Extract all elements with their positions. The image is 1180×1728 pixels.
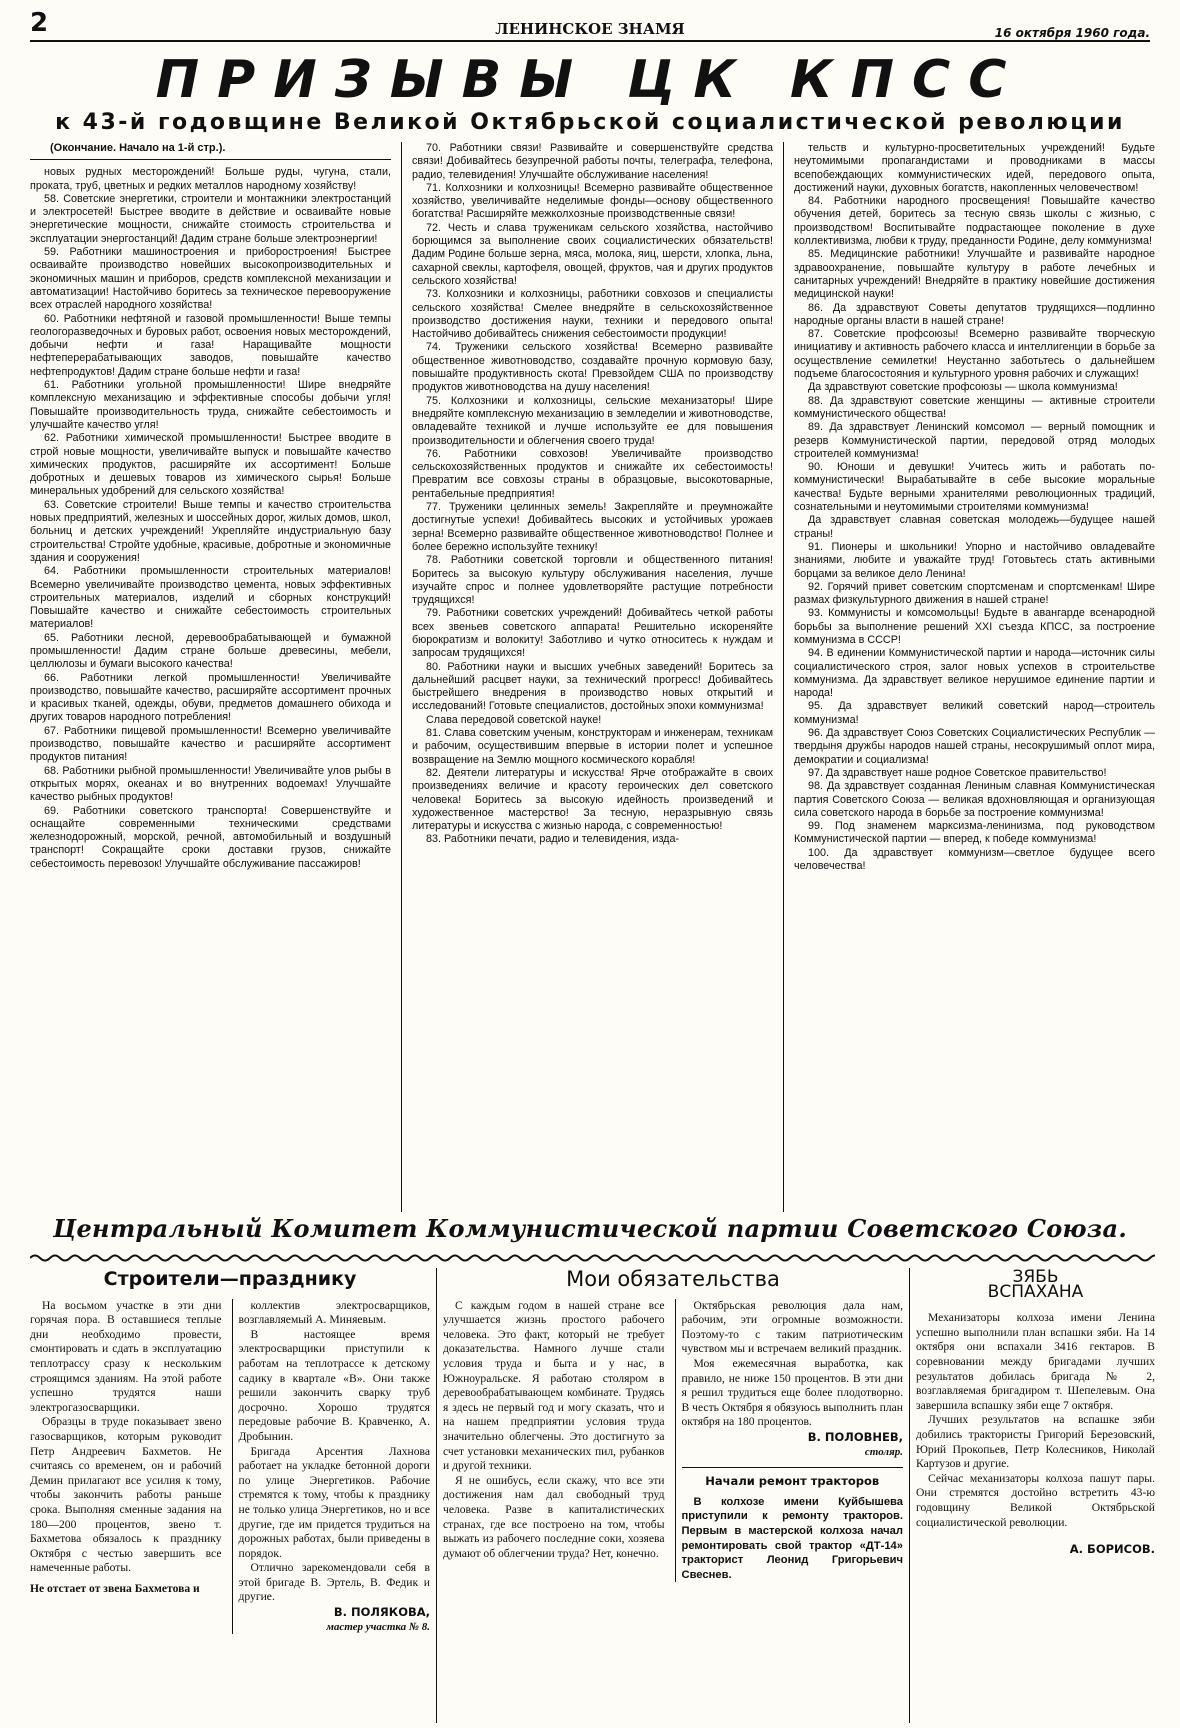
paragraph: 80. Работники науки и высших учебных заведений! Боритесь за дальнейший расцвет науки, за технический прогресс! Добивайтесь быстрейшего внедрения в производство новых открытий и исследований! Готовьте специалистов, достойных эпохи коммунизма! xyxy=(412,660,773,713)
paragraph: На восьмом участке в эти дни горячая пора. В оставшиеся теплые дни необходимо провести, смонтировать и сдать в эксплуатацию теплотрассу сразу к нескольким строящимся зданиям. На этой работе успешно трудятся наши электрогазосварщики. xyxy=(30,1298,222,1414)
news-heading: Начали ремонт тракторов xyxy=(705,1474,880,1489)
paragraph: 89. Да здравствует Ленинский комсомол — верный помощник и резерв Коммунистической партии, передовой отряд молодых строителей коммунизма! xyxy=(794,421,1155,460)
paragraph: Да здравствуют советские профсоюзы — школа коммунизма! xyxy=(808,381,1118,394)
paragraph: 88. Да здравствуют советские женщины — активные строители коммунистического общества! xyxy=(794,394,1155,420)
paragraph: 74. Труженики сельского хозяйства! Всемерно развивайте общественное животноводство, создавайте прочную кормовую базу, повышайте продуктивность скота! Превзойдем США по производству продуктов животноводства на душу населения! xyxy=(412,341,773,394)
paragraph: 79. Работники советских учреждений! Добивайтесь четкой работы всех звеньев советского аппарата! Решительно искореняйте бюрократизм и волокиту! Заботливо и чутко относитесь к нуждам и запросам трудящихся! xyxy=(412,607,773,660)
paragraph: тельств и культурно-просветительных учреждений! Будьте неутомимыми пропагандистами и проводниками в массы всепобеждающих коммунистических идей, передового опыта, достижений науки, духовных богатств, накопленных человечеством! xyxy=(794,142,1155,194)
article-builders-col-1 xyxy=(30,1299,222,1635)
article-builders xyxy=(30,1268,430,1723)
paragraph: 84. Работники народного просвещения! Повышайте качество обучения детей, боритесь за тесную связь школы с жизнью, с производством! Воспитывайте подрастающее поколение в духе коллективизма, любви к труду, преданности Родине, делу коммунизма! xyxy=(794,195,1155,248)
bottom-articles xyxy=(30,1268,1155,1723)
column-divider xyxy=(783,142,784,1212)
paragraph: Слава передовой советской науке! xyxy=(426,713,602,726)
paragraph: В настоящее время электросварщики приступили к работам на теплотрассе к детскому садику в квартале «В». Они также решили закончить сварку труб досрочно. Хорошо трудятся передовые рабочие В. Кравченко, А. Дробынин. xyxy=(238,1327,430,1443)
paragraph: Бригада Арсентия Лахнова работает на укладке бетонной дороги по улице Энергетиков. Рабочие стремятся к тому, чтобы к празднику не только улица Энергетиков, но и все другие, где им придется трудиться на дорожных работах, были приведены в порядок. xyxy=(238,1444,430,1560)
paragraph: 66. Работники легкой промышленности! Увеличивайте производство, повышайте качество, расширяйте ассортимент прочных и красивых тканей, одежды, обуви, предметов домашнего обихода и других товаров народного потребления! xyxy=(30,671,391,724)
article-autumn-plowing xyxy=(916,1268,1155,1723)
paragraph: 68. Работники рыбной промышленности! Увеличивайте улов рыбы в открытых морях, океанах и во внутренних водоемах! Улучшайте качество рыбных продуктов! xyxy=(30,764,391,804)
paragraph: 93. Коммунисты и комсомольцы! Будьте в авангарде всенародной борьбы за выполнение решений XXI съезда КПСС, за построение коммунизма в СССР! xyxy=(794,607,1155,646)
paragraph: 97. Да здравствует наше родное Советское правительство! xyxy=(808,766,1107,779)
article-builders-col-2 xyxy=(232,1299,431,1635)
appeals-section xyxy=(30,142,1155,1212)
article-obligations-col-2 xyxy=(675,1299,904,1583)
paragraph: 67. Работники пищевой промышленности! Всемерно увеличивайте производство, повышайте качество и расширяйте ассортимент продуктов питания! xyxy=(30,724,391,764)
paragraph: 94. В единении Коммунистической партии и народа—источник силы социалистического строя, залог новых успехов в строительстве коммунизма. Да здравствует великое нерушимое единение партии и народа! xyxy=(794,647,1155,700)
wavy-divider xyxy=(30,1252,1155,1264)
paragraph: 96. Да здравствует Союз Советских Социалистических Республик — твердыня дружбы народов нашей страны, несокрушимый оплот мира, демократии и социализма! xyxy=(794,727,1155,766)
column-divider xyxy=(401,142,402,1212)
paragraph: Сейчас механизаторы колхоза пашут пары. Они стремятся достойно встретить 43-ю годовщину Великой Октябрьской социалистической революции. xyxy=(916,1471,1155,1529)
paragraph: 60. Работники нефтяной и газовой промышленности! Выше темпы геологоразведочных и буровых работ, освоения новых месторождений, добычи нефти и газа! Наращивайте мощности нефтеперерабатывающих заводов, повышайте качество нефтепродуктов! Дадим стране больше нефти и газа! xyxy=(30,312,391,378)
paragraph: коллектив электросварщиков, возглавляемый А. Миняевым. xyxy=(238,1298,430,1327)
paragraph: 75. Колхозники и колхозницы, сельские механизаторы! Шире внедряйте комплексную механизацию в земледелии и животноводстве, овладевайте техникой и лучше используйте ее для повышения производительности и облегчения своего труда! xyxy=(412,394,773,447)
masthead: ЛЕНИНСКОЕ ЗНАМЯ xyxy=(495,20,685,38)
article-heading: Мои обязательства xyxy=(566,1268,780,1291)
paragraph: 87. Советские профсоюзы! Всемерно развивайте творческую инициативу и активность рабочего класса и интеллигенции в борьбе за осуществление семилетки! Неустанно заботьтесь о дальнейшем подъеме благосостояния и культурного уровня рабочих и служащих! xyxy=(794,328,1155,381)
paragraph: 63. Советские строители! Выше темпы и качество строительства новых предприятий, железных и шоссейных дорог, жилых домов, школ, больниц и детских учреждений! Укрепляйте индустриальную базу строительства! Стройте удобные, красивые, добротные и экономичные здания и сооружения! xyxy=(30,498,391,564)
paragraph: 90. Юноши и девушки! Учитесь жить и работать по-коммунистически! Вырабатывайте в себе высокие моральные качества! Будьте верными хранителями революционных традиций, сознательными и неутомимыми строителями коммунизма! xyxy=(794,461,1155,514)
paragraph: Механизаторы колхоза имени Ленина успешно выполнили план вспашки зяби. На 14 октября они вспахали 3416 гектаров. В соревновании между бригадами лучших результатов добилась бригада № 2, возглавляемая бригадиром т. Шепелевым. Она завершила вспашку зяби еще 7 октября. xyxy=(916,1311,1155,1412)
paragraph: 95. Да здравствует великий советский народ—строитель коммунизма! xyxy=(794,700,1155,726)
paragraph: Я не ошибусь, если скажу, что все эти достижения нам дал свободный труд человека. Разве в капиталистических странах, где все построено на том, чтобы выжать из рабочего последние соки, хозяева думают об облегчении труда? Нет, конечно. xyxy=(443,1473,665,1560)
article-divider xyxy=(909,1268,910,1723)
paragraph: 71. Колхозники и колхозницы! Всемерно развивайте общественное хозяйство, увеличивайте неделимые фонды—основу общественного богатства! Расширяйте межколхозные производственные связи! xyxy=(412,181,773,221)
paragraph: 73. Колхозники и колхозницы, работники совхозов и специалисты сельского хозяйства! Смелее внедряйте в сельскохозяйственное производство достижения науки, техники и передового опыта! Настойчиво добивайтесь снижения себестоимости продукции! xyxy=(412,288,773,341)
paragraph: 77. Труженики целинных земель! Закрепляйте и преумножайте достигнутые успехи! Добивайтесь высоких и устойчивых урожаев зерна! Всемерно развивайте общественное животноводство! Полнее и более бережно используйте технику! xyxy=(412,501,773,553)
paragraph: новых рудных месторождений! Больше руды, чугуна, стали, проката, труб, цветных и редких металлов народному хозяйству! xyxy=(30,166,391,192)
page-number: 2 xyxy=(30,8,49,38)
cc-signature: Центральный Комитет Коммунистической партии Советского Союза. xyxy=(52,1214,1127,1243)
paragraph: 59. Работники машиностроения и приборостроения! Быстрее осваивайте производство новейших высокопроизводительных и экономичных машин и приборов, средств комплексной механизации и автоматизации! Настойчиво боритесь за техническое перевооружение всех отраслей народного хозяйства! xyxy=(30,246,391,312)
paragraph: Да здравствует славная советская молодежь—будущее нашей страны! xyxy=(794,514,1155,540)
author-signature: В. ПОЛЯКОВА, xyxy=(333,1605,430,1620)
paragraph: 83. Работники печати, радио и телевидения, изда- xyxy=(426,833,680,846)
paragraph: Октябрьская революция дала нам, рабочим, эти огромные возможности. Поэтому-то с таким патриотическим чувством мы и встречаем великий праздник. xyxy=(681,1298,903,1356)
page-subtitle: к 43-й годовщине Великой Октябрьской социалистической революции xyxy=(55,110,1125,135)
paragraph: 70. Работники связи! Развивайте и совершенствуйте средства связи! Добивайтесь безупречной работы почты, телеграфа, телефона, радио, телевидения! Улучшайте обслуживание населения! xyxy=(412,142,773,181)
paragraph: 91. Пионеры и школьники! Упорно и настойчиво овладевайте знаниями, любите и уважайте труд! Готовьтесь стать активными борцами за великое дело Ленина! xyxy=(794,540,1155,580)
paragraph: Моя ежемесячная выработка, как правило, не ниже 150 процентов. В эти дни я решил трудиться еще более плодотворно. В честь Октября я обязуюсь выполнить план октября на 180 процентов. xyxy=(681,1356,903,1429)
article-heading: ВСПАХАНА xyxy=(987,1281,1084,1302)
paragraph: 62. Работники химической промышленности! Быстрее вводите в строй новые мощности, увеличивайте выпуск и повышайте качество химических продуктов, расширяйте их ассортимент! Больше добротных и дешевых товаров из химического сырья! Больше минеральных удобрений для сельского хозяйства! xyxy=(30,432,391,498)
paragraph: 69. Работники советского транспорта! Совершенствуйте и оснащайте современными техническими средствами железнодорожный, морской, речной, автомобильный и воздушный транспорт! Сокращайте сроки доставки грузов, снижайте себестоимость перевозок! Улучшайте обслуживание пассажиров! xyxy=(30,804,391,870)
author-title: столяр. xyxy=(864,1445,903,1458)
paragraph: 65. Работники лесной, деревообрабатывающей и бумажной промышленности! Дадим стране больше древесины, мебели, целлюлозы и бумаги высокого качества! xyxy=(30,631,391,671)
continuation-note: (Окончание. Начало на 1-й стр.). xyxy=(30,142,391,160)
article-obligations xyxy=(443,1268,903,1723)
article-obligations-col-1 xyxy=(443,1299,665,1583)
author-signature: В. ПОЛОВНЕВ, xyxy=(807,1429,903,1444)
appeals-column-2 xyxy=(412,142,773,1212)
paragraph: 92. Горячий привет советским спортсменам и спортсменкам! Шире размах физкультурного движения в нашей стране! xyxy=(794,580,1155,607)
paragraph: 76. Работники совхозов! Увеличивайте производство сельскохозяйственных продуктов и снижайте их себестоимость! Превратим все совхозы страны в образцовые, высокотоварные, рентабельные предприятия! xyxy=(412,447,773,500)
article-divider xyxy=(436,1268,437,1723)
page-header xyxy=(30,10,1150,42)
article-tail: Не отстает от звена Бахметова и xyxy=(30,1581,200,1595)
article-heading: Строители—празднику xyxy=(103,1268,357,1290)
paragraph: 81. Слава советским ученым, конструкторам и инженерам, техникам и рабочим, осуществившим впервые в истории полет и успешное возвращение на Землю мощного космического корабля! xyxy=(412,727,773,766)
paragraph: 99. Под знаменем марксизма-ленинизма, под руководством Коммунистической партии — вперед, к победе коммунизма! xyxy=(794,820,1155,846)
paragraph: 82. Деятели литературы и искусства! Ярче отображайте в своих произведениях величие и красоту героических дел советского человека! Боритесь за высокую идейность произведений и художественное мастерство! За тесную, неразрывную связь литературы и искусства с жизнью народа, с современностью! xyxy=(412,766,773,833)
paragraph: 78. Работники советской торговли и общественного питания! Боритесь за высокую культуру обслуживания населения, лучше изучайте спрос и полнее удовлетворяйте растущие потребности трудящихся! xyxy=(412,554,773,607)
news-text: В колхозе имени Куйбышева приступили к ремонту тракторов. Первым в мастерской колхоза начал ремонтировать свой трактор «ДТ-14» тракторист Леонид Григорьевич Свеснев. xyxy=(681,1495,903,1581)
paragraph: С каждым годом в нашей стране все улучшается жизнь простого рабочего человека. Это факт, который не требует доказательства. Намного лучше стали условия труда и быта и у нас, в Южноуральске. Я работаю столяром в деревообрабатывающем комбинате. Трудясь я здесь не первый год и могу сказать, что и на нашем предприятии условия труда значительно облегчены. Это достигнуто за счет установки механических пил, рубанков и другой техники. xyxy=(443,1298,665,1473)
article-heading: ЗЯБЬ xyxy=(1012,1268,1059,1287)
paragraph: 64. Работники промышленности строительных материалов! Всемерно увеличивайте производство цемента, новых эффективных строительных материалов, изделий и сборных конструкций! Повышайте качество и снижайте себестоимость строительных материалов! xyxy=(30,565,391,631)
paragraph: 86. Да здравствуют Советы депутатов трудящихся—подлинно народные органы власти в нашей стране! xyxy=(794,301,1155,327)
issue-date: 16 октября 1960 года. xyxy=(994,26,1150,40)
page-title: ПРИЗЫВЫ ЦК КПСС xyxy=(155,50,1025,110)
paragraph: 85. Медицинские работники! Улучшайте и развивайте народное здравоохранение, повышайте культуру в работе лечебных и санитарных учреждений! Внедряйте в практику новейшие достижения медицинской науки! xyxy=(794,248,1155,301)
paragraph: 72. Честь и слава труженикам сельского хозяйства, настойчиво борющимся за выполнение своих социалистических обязательств! Дадим Родине больше зерна, мяса, молока, яиц, шерсти, хлопка, льна, сахарной свеклы, картофеля, овощей, фруктов, чая и других продуктов сельского хозяйства! xyxy=(412,221,773,287)
paragraph: Отлично зарекомендовали себя в этой бригаде В. Эртель, В. Федик и другие. xyxy=(238,1561,430,1604)
paragraph: 98. Да здравствует созданная Лениным славная Коммунистическая партия Советского Союза — великая вдохновляющая и организующая сила советского народа в борьбе за построение коммунизма! xyxy=(794,780,1155,819)
author-title: мастер участка № 8. xyxy=(326,1620,430,1633)
paragraph: Лучших результатов на вспашке зяби добились трактористы Григорий Березовский, Юрий Прокопьев, Петр Колесников, Николай Картузов и другие. xyxy=(916,1413,1155,1471)
appeals-column-3 xyxy=(794,142,1155,1212)
appeals-column-1 xyxy=(30,142,391,1212)
paragraph: 61. Работники угольной промышленности! Шире внедряйте комплексную механизацию и эффективные способы добычи угля! Повышайте производительность труда, снижайте себестоимость и улучшайте качество угля! xyxy=(30,379,391,431)
paragraph: 100. Да здравствует коммунизм—светлое будущее всего человечества! xyxy=(794,846,1155,873)
paragraph: 58. Советские энергетики, строители и монтажники электростанций и электросетей! Быстрее вводите в действие и осваивайте новые энергетические мощности, снижайте стоимость строительства и эксплуатации энергостанций! Дадим стране больше электроэнергии! xyxy=(30,192,391,245)
paragraph: Образцы в труде показывает звено газосварщиков, которым руководит Петр Андреевич Бахметов. Не считаясь со временем, он и рабочий Демин прилагают все усилия к тому, чтобы закончить работы раньше срока. Выполняя сменные задания на 180—200 процентов, звено т. Бахметова обязалось к празднику Октября с честью завершить все намеченные работы. xyxy=(30,1415,222,1575)
author-signature: А. БОРИСОВ. xyxy=(1069,1542,1155,1557)
